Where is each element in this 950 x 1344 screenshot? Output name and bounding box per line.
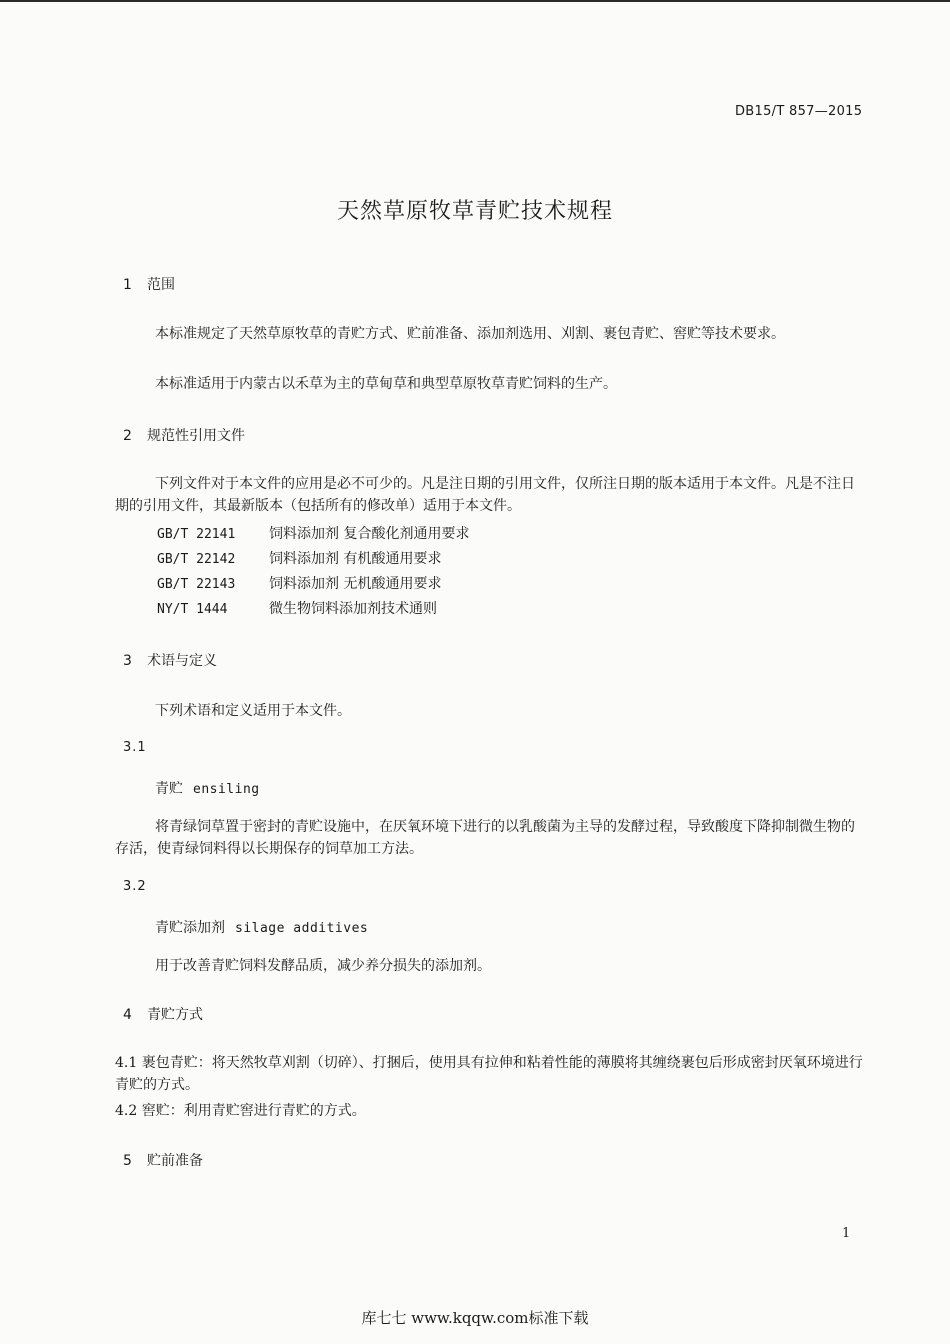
section-3-heading <box>123 650 217 670</box>
clause-text: 4.2 窖贮：利用青贮窖进行青贮的方式。 <box>115 1103 366 1119</box>
term-entry <box>155 917 368 937</box>
term-cn: 青贮 <box>155 781 183 797</box>
page-number: 1 <box>842 1226 851 1241</box>
clause-text: 4.1 裹包青贮：将天然牧草刈割（切碎）、打捆后，使用具有拉伸和粘着性能的薄膜将其缠绕裹包后形成密封厌氧环境进行青贮的方式。 <box>115 1055 863 1093</box>
section-5-heading <box>123 1150 203 1170</box>
reference-item <box>157 573 441 593</box>
term-en: silage additives <box>235 921 369 936</box>
clause-number: 3.2 <box>123 879 147 894</box>
section-title: 贮前准备 <box>147 1153 203 1169</box>
footer-watermark: 库七七 www.kqqw.com标准下载 <box>361 1309 589 1327</box>
paragraph: 下列术语和定义适用于本文件。 <box>155 703 351 719</box>
reference-code: GB/T 22141 <box>157 527 236 542</box>
top-rule <box>0 0 950 2</box>
section-4-heading <box>123 1004 203 1024</box>
reference-title: 饲料添加剂 有机酸通用要求 <box>269 551 442 567</box>
paragraph: 下列文件对于本文件的应用是必不可少的。凡是注日期的引用文件，仅所注日期的版本适用于本文件。凡是不注日期的引用文件，其最新版本（包括所有的修改单）适用于本文件。 <box>115 476 855 514</box>
term-en: ensiling <box>193 782 260 797</box>
reference-item <box>157 523 469 543</box>
reference-item <box>157 598 437 618</box>
section-2-heading <box>123 425 245 445</box>
term-entry <box>155 778 260 798</box>
reference-title: 饲料添加剂 复合酸化剂通用要求 <box>269 526 470 542</box>
reference-title: 饲料添加剂 无机酸通用要求 <box>269 576 442 592</box>
section-number: 4 <box>123 1007 132 1023</box>
section-title: 术语与定义 <box>147 653 217 669</box>
term-cn: 青贮添加剂 <box>155 920 225 936</box>
section-number: 2 <box>123 428 132 444</box>
paragraph: 本标准规定了天然草原牧草的青贮方式、贮前准备、添加剂选用、刈割、裹包青贮、窖贮等技术要求。 <box>155 326 785 342</box>
term-definition: 用于改善青贮饲料发酵品质，减少养分损失的添加剂。 <box>155 958 491 974</box>
section-number: 5 <box>123 1153 132 1169</box>
reference-item <box>157 548 441 568</box>
reference-title: 微生物饲料添加剂技术通则 <box>269 601 437 617</box>
reference-code: NY/T 1444 <box>157 602 228 617</box>
section-number: 1 <box>123 277 132 293</box>
section-title: 规范性引用文件 <box>147 428 245 444</box>
reference-code: GB/T 22142 <box>157 552 236 567</box>
section-1-heading <box>123 274 175 294</box>
section-number: 3 <box>123 653 132 669</box>
term-definition: 将青绿饲草置于密封的青贮设施中，在厌氧环境下进行的以乳酸菌为主导的发酵过程，导致酸度下降抑制微生物的存活，使青绿饲料得以长期保存的饲草加工方法。 <box>115 819 855 857</box>
section-title: 青贮方式 <box>147 1007 203 1023</box>
reference-code: GB/T 22143 <box>157 577 236 592</box>
section-title: 范围 <box>147 277 175 293</box>
clause-number: 3.1 <box>123 740 147 755</box>
paragraph: 本标准适用于内蒙古以禾草为主的草甸草和典型草原牧草青贮饲料的生产。 <box>155 376 617 392</box>
page-title: 天然草原牧草青贮技术规程 <box>336 199 613 224</box>
document-number: DB15/T 857—2015 <box>735 104 863 119</box>
